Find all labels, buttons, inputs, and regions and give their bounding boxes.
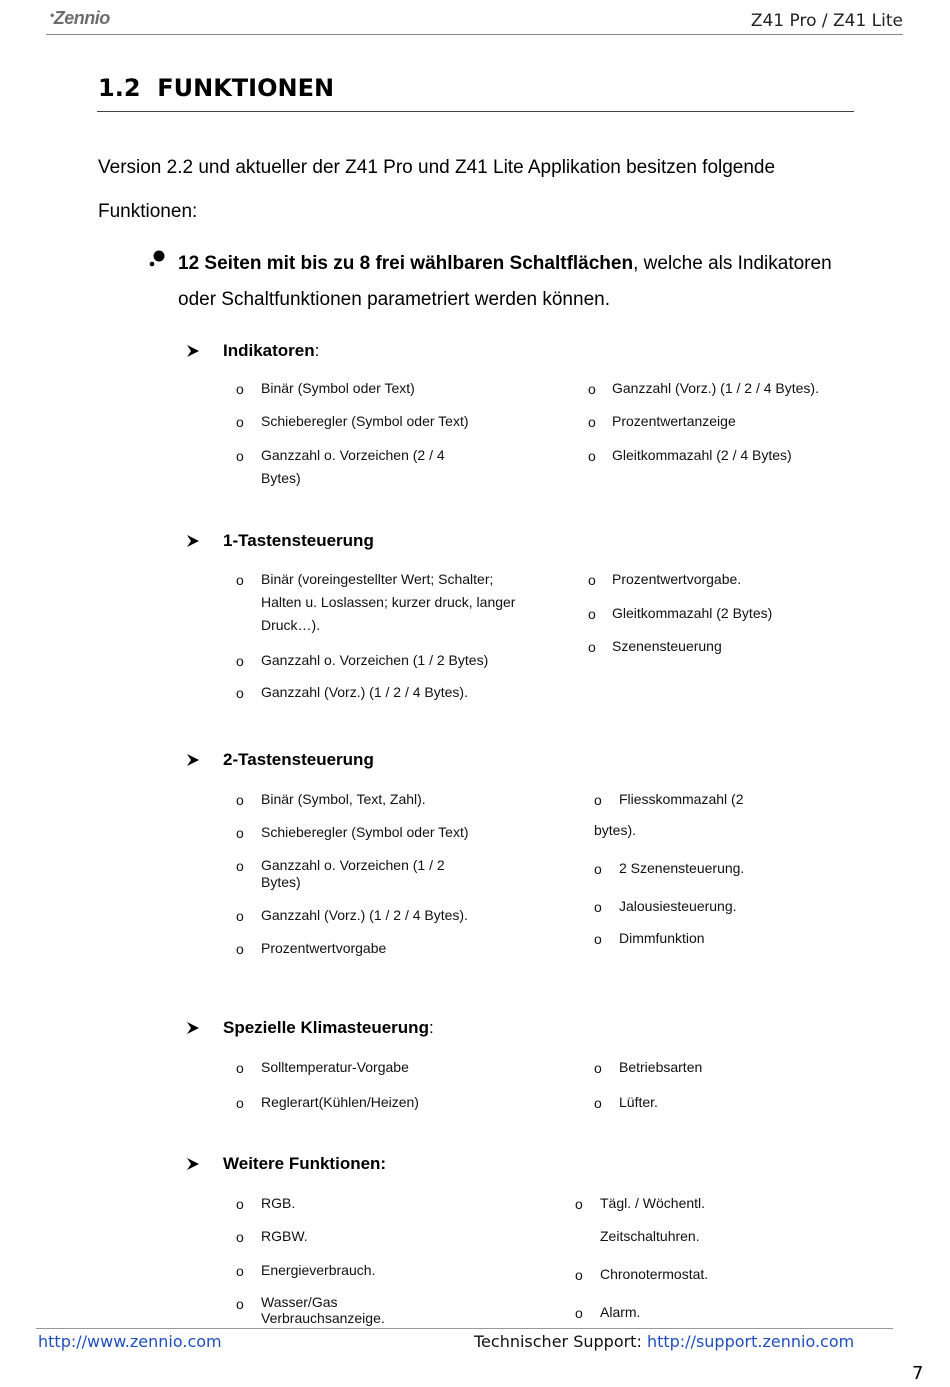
list-item: Prozentwertvorgabe. — [612, 571, 742, 587]
bullet-icon: o — [588, 448, 596, 464]
bullet-icon: o — [588, 381, 596, 397]
feature-rest: , welche als Indikatoren oder Schaltfunktionen parametriert werden können. — [178, 253, 832, 310]
section-heading-1-tastensteuerung: 1-Tastensteuerung — [223, 531, 374, 550]
list-item: Gleitkommazahl (2 / 4 Bytes) — [612, 447, 792, 463]
feature-bold: 12 Seiten mit bis zu 8 frei wählbaren Schaltflächen — [178, 253, 634, 274]
list-item: Wasser/Gas Verbrauchsanzeige. — [261, 1294, 385, 1326]
bullet-icon: o — [236, 858, 244, 874]
list-item: Betriebsarten — [619, 1059, 703, 1075]
list-item: RGBW. — [261, 1228, 308, 1244]
bullet-icon: o — [236, 792, 244, 808]
website-link[interactable]: http://www.zennio.com — [38, 1332, 222, 1351]
bullet-icon: o — [236, 825, 244, 841]
section-heading-klimasteuerung: Spezielle Klimasteuerung: — [223, 1018, 434, 1037]
bullet-icon: o — [594, 931, 602, 947]
intro-text: Version 2.2 und aktueller der Z41 Pro und Z41 Lite Applikation besitzen folgende Funktionen: — [98, 157, 776, 222]
bullet-icon: o — [594, 899, 602, 915]
list-item: Schieberegler (Symbol oder Text) — [261, 824, 469, 840]
list-item: Binär (Symbol oder Text) — [261, 380, 415, 396]
arrow-bullet-icon — [186, 753, 200, 767]
list-item: Ganzzahl o. Vorzeichen (1 / 2 Bytes) — [261, 857, 445, 890]
list-item: Binär (Symbol, Text, Zahl). — [261, 791, 426, 807]
bullet-icon: o — [575, 1196, 583, 1212]
header-divider — [46, 34, 903, 35]
bullet-icon: o — [588, 414, 596, 430]
bullet-icon: o — [594, 792, 602, 808]
list-item-continuation: Zeitschaltuhren. — [600, 1228, 700, 1244]
bullet-icon: o — [575, 1267, 583, 1283]
section-heading-indikatoren: Indikatoren: — [223, 341, 320, 360]
list-item: Gleitkommazahl (2 Bytes) — [612, 605, 773, 621]
list-item: Schieberegler (Symbol oder Text) — [261, 413, 469, 429]
list-item: Jalousiesteuerung. — [619, 898, 737, 914]
list-item: Chronotermostat. — [600, 1266, 709, 1282]
list-item: Lüfter. — [619, 1094, 658, 1110]
list-item: Ganzzahl (Vorz.) (1 / 2 / 4 Bytes). — [261, 907, 468, 923]
bullet-icon: o — [588, 572, 596, 588]
bullet-icon: o — [236, 1095, 244, 1111]
section-heading-2-tastensteuerung: 2-Tastensteuerung — [223, 750, 374, 769]
list-item: Prozentwertvorgabe — [261, 940, 387, 956]
bullet-icon: o — [236, 1263, 244, 1279]
list-item: Ganzzahl (Vorz.) (1 / 2 / 4 Bytes). — [612, 380, 819, 396]
list-item: Fliesskommazahl (2 — [619, 791, 744, 807]
bullet-icon: o — [594, 1060, 602, 1076]
arrow-bullet-icon — [186, 1157, 200, 1171]
list-item: Ganzzahl o. Vorzeichen (2 / 4 Bytes) — [261, 447, 445, 486]
bullet-icon: o — [236, 1229, 244, 1245]
bullet-icon: o — [588, 606, 596, 622]
product-name: Z41 Pro / Z41 Lite — [750, 11, 903, 31]
list-item: Solltemperatur-Vorgabe — [261, 1059, 409, 1075]
list-item: Ganzzahl (Vorz.) (1 / 2 / 4 Bytes). — [261, 684, 468, 700]
list-item: RGB. — [261, 1195, 296, 1211]
support-info — [474, 1332, 854, 1351]
feature-text — [178, 246, 868, 318]
list-item: 2 Szenensteuerung. — [619, 860, 745, 876]
list-item: Energieverbrauch. — [261, 1262, 376, 1278]
arrow-bullet-icon — [186, 534, 200, 548]
bullet-icon: o — [236, 908, 244, 924]
bullet-icon: o — [236, 941, 244, 957]
arrow-bullet-icon — [186, 344, 200, 358]
zennio-logo: •Zennio — [50, 8, 110, 28]
bullet-icon: o — [236, 1296, 244, 1312]
list-item: Reglerart(Kühlen/Heizen) — [261, 1094, 419, 1110]
list-item: Binär (voreingestellter Wert; Schalter; Halten u. Loslassen; kurzer druck, langer Druck…). — [261, 571, 516, 633]
bullet-icon: o — [236, 414, 244, 430]
bullet-icon: o — [236, 448, 244, 464]
list-item: Prozentwertanzeige — [612, 413, 736, 429]
title-divider — [97, 111, 854, 112]
bullet-icon: o — [236, 685, 244, 701]
list-item: Ganzzahl o. Vorzeichen (1 / 2 Bytes) — [261, 652, 489, 668]
bullet-dots-icon — [148, 249, 166, 267]
list-item: Szenensteuerung — [612, 638, 722, 654]
bullet-icon: o — [236, 572, 244, 588]
page-number: 7 — [912, 1363, 924, 1384]
arrow-bullet-icon — [186, 1021, 200, 1035]
section-heading-weitere-funktionen: Weitere Funktionen: — [223, 1154, 387, 1173]
bullet-icon: o — [236, 381, 244, 397]
bullet-icon: o — [236, 653, 244, 669]
bullet-icon: o — [594, 861, 602, 877]
list-item-continuation: bytes). — [594, 822, 637, 838]
list-item: Alarm. — [600, 1304, 641, 1320]
bullet-icon: o — [236, 1060, 244, 1076]
list-item: Tägl. / Wöchentl. — [600, 1195, 706, 1211]
bullet-icon: o — [236, 1196, 244, 1212]
footer-divider — [36, 1328, 893, 1329]
section-title: 1.2 FUNKTIONEN — [98, 74, 335, 102]
bullet-icon: o — [594, 1095, 602, 1111]
support-label: Technischer Support: — [474, 1332, 647, 1351]
support-link[interactable]: http://support.zennio.com — [646, 1332, 855, 1351]
bullet-icon: o — [588, 639, 596, 655]
list-item: Dimmfunktion — [619, 930, 705, 946]
bullet-icon: o — [575, 1305, 583, 1321]
